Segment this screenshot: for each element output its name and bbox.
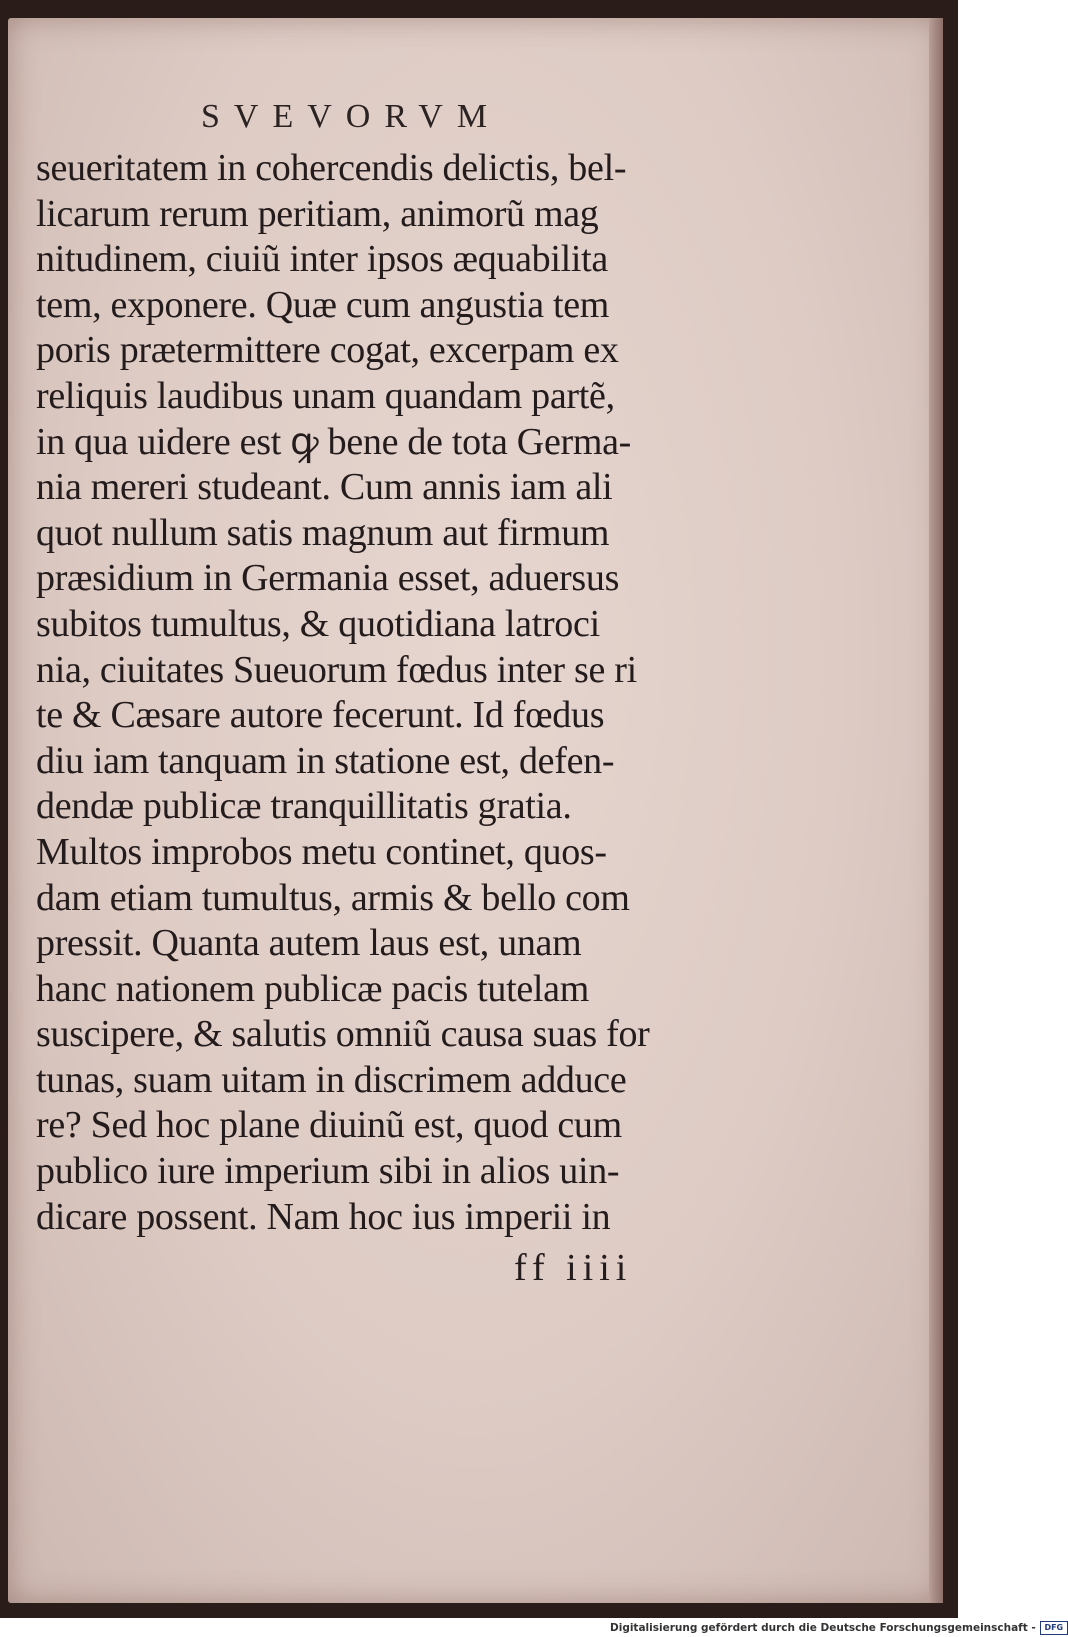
digitization-credit: Digitalisierung gefördert durch die Deutsche Forschungsgemeinschaft -	[610, 1622, 1036, 1634]
text-line: in qua uidere est ꝙ bene de tota Germa-	[36, 420, 632, 463]
text-line: re? Sed hoc plane diuinũ est, quod cum	[36, 1104, 622, 1147]
signature-mark: ff iiii	[514, 1247, 633, 1289]
text-line: diu iam tanquam in statione est, defen-	[36, 739, 615, 782]
text-line: te & Cæsare autore fecerunt. Id fœdus	[36, 694, 605, 737]
text-line: poris prætermittere cogat, excerpam ex	[36, 329, 619, 372]
page-edge	[929, 18, 943, 1603]
text-line: pressit. Quanta autem laus est, unam	[36, 922, 582, 965]
text-line: licarum rerum peritiam, animorũ mag	[36, 192, 599, 235]
text-line: publico iure imperium sibi in alios uin-	[36, 1150, 620, 1193]
dfg-logo: DFG	[1040, 1621, 1068, 1635]
text-line: suscipere, & salutis omniũ causa suas for	[36, 1013, 650, 1056]
book-page	[8, 18, 943, 1603]
text-line: dendæ publicæ tranquillitatis gratia.	[36, 785, 572, 828]
text-line: nitudinem, ciuiũ inter ipsos æquabilita	[36, 238, 608, 281]
text-line: hanc nationem publicæ pacis tutelam	[36, 967, 590, 1010]
text-line: Multos improbos metu continet, quos-	[36, 830, 607, 873]
footer	[610, 1621, 1068, 1635]
text-block	[36, 146, 716, 1240]
text-line: dam etiam tumultus, armis & bello com	[36, 876, 630, 919]
text-line: quot nullum satis magnum aut firmum	[36, 511, 610, 554]
text-line: præsidium in Germania esset, aduersus	[36, 557, 620, 600]
text-line: reliquis laudibus unam quandam partẽ,	[36, 374, 615, 417]
text-line: tem, exponere. Quæ cum angustia tem	[36, 283, 610, 326]
text-line: seueritatem in cohercendis delictis, bel-	[36, 147, 627, 189]
text-line: subitos tumultus, & quotidiana latroci	[36, 602, 600, 645]
text-line: dicare possent. Nam hoc ius imperii in	[36, 1195, 611, 1238]
text-line: nia, ciuitates Sueuorum fœdus inter se ri	[36, 648, 637, 691]
text-line: nia mereri studeant. Cum annis iam ali	[36, 466, 613, 509]
text-line: tunas, suam uitam in discrimem adduce	[36, 1058, 627, 1101]
running-head: SVEVORVM	[201, 98, 502, 135]
